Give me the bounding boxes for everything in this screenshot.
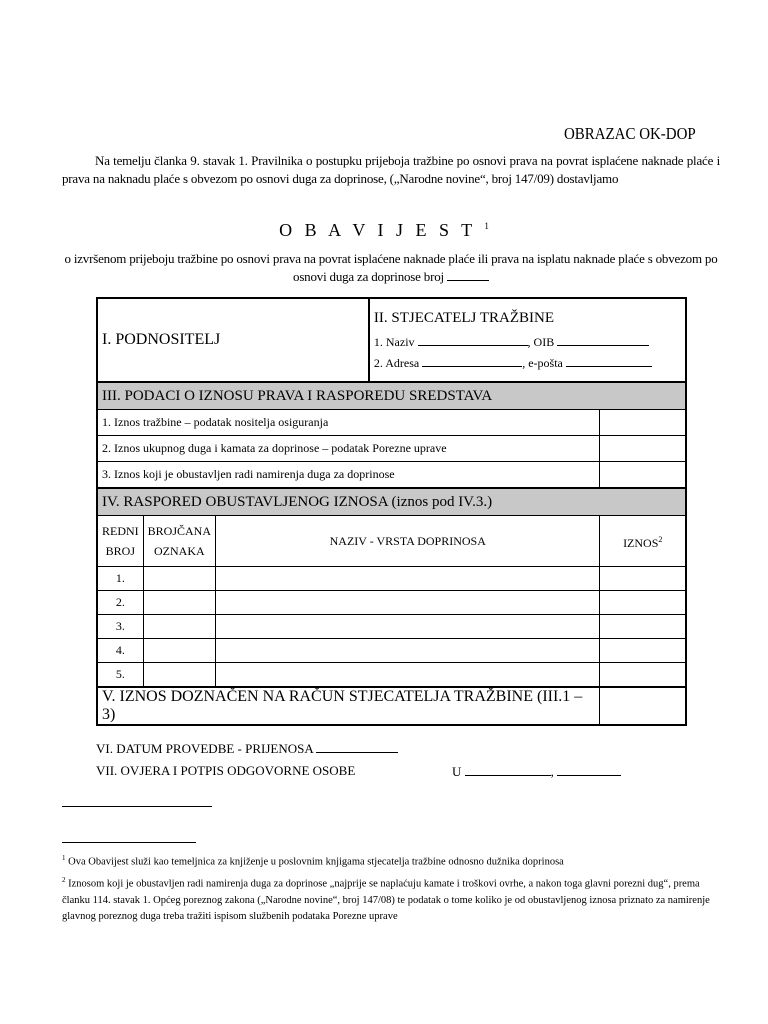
- col-brojcana-line2: OZNAKA: [154, 544, 205, 558]
- footnote-2-text: Iznosom koji je obustavljen radi namirenja duga za doprinose „najprije se naplaćuju kamate i troškovi ovrhe, a nakon toga glavni porezni dug“, prema članku 114. stavak 1. Općeg poreznog zakona („Narodne novine“, broj 147/08) te podatak o tome koliko je od obustavljenog iznosa priznato za namirenje glavnog poreznog duga treba tražiti ispisom službenih podataka Porezne uprave: [62, 878, 710, 922]
- row-iznos-field[interactable]: [600, 639, 686, 663]
- row-naziv-field[interactable]: [216, 639, 600, 663]
- place-date-line: [452, 763, 621, 780]
- col-header-redni-broj: [97, 516, 143, 567]
- stjecatelj-cell: [369, 298, 686, 382]
- col-iznos-text: IZNOS: [623, 535, 659, 550]
- col-redni-line1: REDNI: [102, 524, 139, 538]
- signature-line[interactable]: [62, 806, 212, 807]
- eposta-label: , e-pošta: [522, 355, 563, 370]
- row-number: 2.: [97, 591, 143, 615]
- row-naziv-field[interactable]: [216, 663, 600, 688]
- place-field[interactable]: [465, 763, 551, 776]
- footnote-2: [62, 872, 712, 925]
- section-3-header: III. PODACI O IZNOSU PRAVA I RASPOREDU SREDSTAVA: [97, 382, 686, 410]
- row-oznaka-field[interactable]: [143, 615, 215, 639]
- row-iznos-field[interactable]: [600, 567, 686, 591]
- footnote-ref-2: 2: [658, 534, 663, 544]
- col-header-brojcana-oznaka: [143, 516, 215, 567]
- row-naziv-field[interactable]: [216, 567, 600, 591]
- col-redni-line2: BROJ: [105, 544, 135, 558]
- podnositelj-label: I. PODNOSITELJ: [102, 331, 221, 348]
- col-brojcana-line1: BROJČANA: [147, 524, 212, 538]
- footnote-divider: [62, 842, 196, 843]
- row-naziv-field[interactable]: [216, 591, 600, 615]
- adresa-label: 2. Adresa: [373, 355, 420, 370]
- place-label: U: [452, 764, 462, 779]
- row-oznaka-field[interactable]: [143, 639, 215, 663]
- oib-field[interactable]: [557, 333, 649, 346]
- adresa-field[interactable]: [422, 354, 522, 367]
- footnote-1: [62, 850, 712, 871]
- datum-line: [96, 740, 398, 757]
- eposta-field[interactable]: [566, 354, 652, 367]
- naziv-line: [374, 333, 681, 350]
- row-number: 5.: [97, 663, 143, 688]
- item-2-amount[interactable]: [600, 436, 686, 462]
- section-5-label: V. IZNOS DOZNAČEN NA RAČUN STJECATELJA TRAŽBINE (III.1 – 3): [97, 687, 600, 725]
- item-3-amount[interactable]: [600, 462, 686, 489]
- datum-field[interactable]: [316, 740, 398, 753]
- footnote-2-mark: 2: [62, 876, 66, 884]
- row-iznos-field[interactable]: [600, 615, 686, 639]
- naziv-label: 1. Naziv: [373, 334, 415, 349]
- notice-subtitle: [62, 250, 720, 286]
- number-blank[interactable]: [447, 268, 489, 281]
- row-oznaka-field[interactable]: [143, 591, 215, 615]
- item-1-label: 1. Iznos tražbine – podatak nositelja osiguranja: [97, 410, 600, 436]
- section-5-amount[interactable]: [600, 687, 686, 725]
- notice-title: [0, 220, 768, 241]
- datum-label: VI. DATUM PROVEDBE - PRIJENOSA: [96, 741, 314, 756]
- podnositelj-cell[interactable]: [97, 298, 369, 382]
- row-oznaka-field[interactable]: [143, 663, 215, 688]
- item-1-amount[interactable]: [600, 410, 686, 436]
- footnote-1-text: Ova Obavijest služi kao temeljnica za knjiženje u poslovnim knjigama stjecatelja tražbine odnosno dužnika doprinosa: [68, 856, 564, 868]
- row-iznos-field[interactable]: [600, 591, 686, 615]
- intro-paragraph: Na temelju članka 9. stavak 1. Pravilnika o postupku prijeboja tražbine po osnovi prava na povrat isplaćene naknade plaće i prava na naknadu plaće s obvezom po osnovi duga za doprinose, („Narodne novine“, broj 147/09) dostavljamo: [62, 153, 720, 186]
- item-2-label: 2. Iznos ukupnog duga i kamata za doprinose – podatak Porezne uprave: [97, 436, 600, 462]
- date-field[interactable]: [557, 763, 621, 776]
- oib-label: , OIB: [527, 334, 555, 349]
- footnote-1-mark: 1: [62, 854, 66, 862]
- notice-title-text: O B A V I J E S T: [279, 220, 476, 240]
- notice-form-table: [96, 297, 687, 726]
- col-header-iznos: [600, 516, 686, 567]
- notice-subtitle-text: o izvršenom prijeboju tražbine po osnovi prava na povrat isplaćene naknade plaće ili prava na isplatu naknade plaće s obvezom po osnovi duga za doprinose broj: [64, 251, 718, 284]
- naziv-field[interactable]: [418, 333, 528, 346]
- item-3-label: 3. Iznos koji je obustavljen radi namirenja duga za doprinose: [97, 462, 600, 489]
- row-iznos-field[interactable]: [600, 663, 686, 688]
- row-naziv-field[interactable]: [216, 615, 600, 639]
- footnote-ref-1: 1: [484, 221, 489, 231]
- row-number: 3.: [97, 615, 143, 639]
- place-comma: ,: [550, 764, 554, 779]
- ovjera-label: VII. OVJERA I POTPIS ODGOVORNE OSOBE: [96, 763, 356, 778]
- adresa-line: [374, 354, 681, 371]
- form-code: OBRAZAC OK-DOP: [564, 124, 696, 143]
- stjecatelj-title: II. STJECATELJ TRAŽBINE: [373, 309, 555, 326]
- row-number: 4.: [97, 639, 143, 663]
- section-4-header: IV. RASPORED OBUSTAVLJENOG IZNOSA (iznos pod IV.3.): [97, 488, 686, 516]
- row-number: 1.: [97, 567, 143, 591]
- row-oznaka-field[interactable]: [143, 567, 215, 591]
- col-header-naziv: NAZIV - VRSTA DOPRINOSA: [216, 516, 600, 567]
